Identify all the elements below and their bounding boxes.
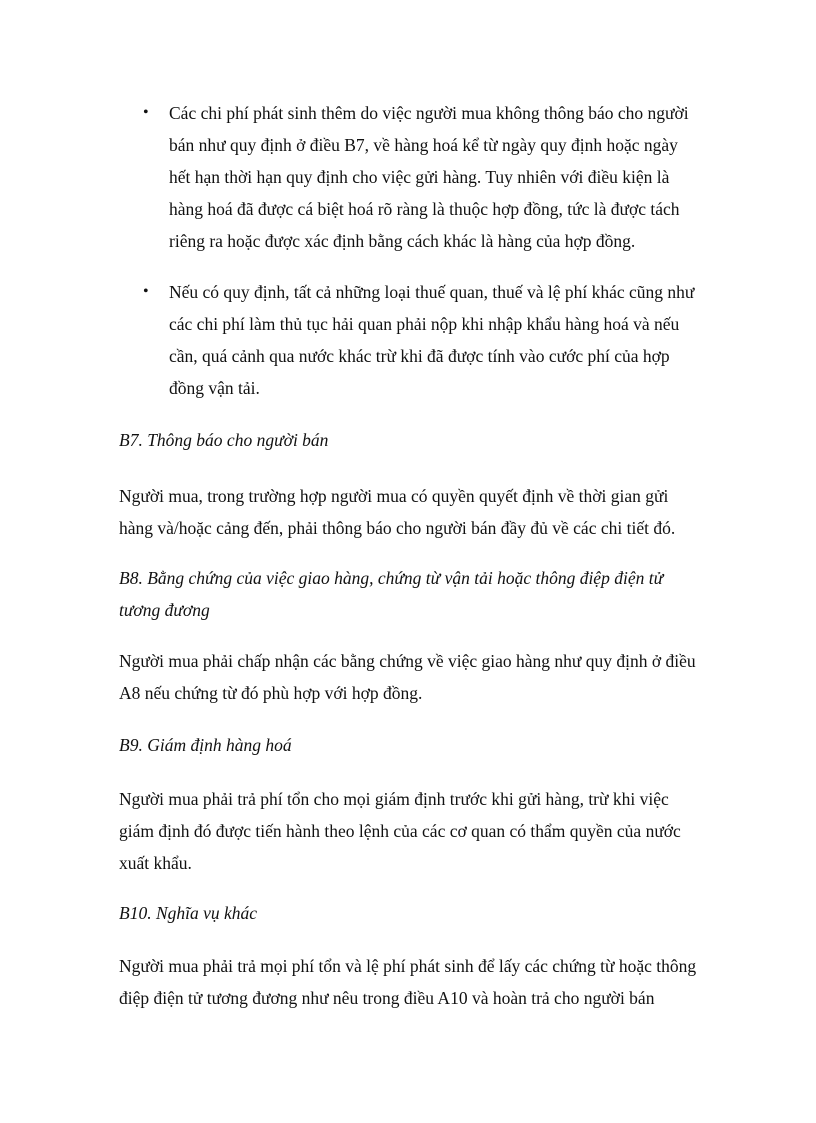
b10-line-2: điệp điện tử tương đương như nêu trong điều A10 và hoàn trả cho người bán [119,988,655,1008]
section-body-b9 [119,783,709,879]
bullet-1-line-1: Các chi phí phát sinh thêm do việc người mua không thông báo cho người [169,103,689,123]
b7-line-2: hàng và/hoặc cảng đến, phải thông báo cho người bán đầy đủ về các chi tiết đó. [119,518,676,538]
section-body-b7 [119,480,709,544]
b8-heading-line-1: B8. Bằng chứng của việc giao hàng, chứng từ vận tải hoặc thông điệp điện tử [119,568,664,588]
bullet-2-line-1: Nếu có quy định, tất cả những loại thuế quan, thuế và lệ phí khác cũng như [169,282,695,302]
section-heading-b8 [119,562,709,626]
bullet-icon: • [143,104,149,121]
b10-line-1: Người mua phải trả mọi phí tổn và lệ phí phát sinh để lấy các chứng từ hoặc thông [119,956,697,976]
b8-heading-line-2: tương đương [119,600,210,620]
bullet-2-line-3: cần, quá cảnh qua nước khác trừ khi đã được tính vào cước phí của hợp [169,346,670,366]
section-body-b10 [119,950,709,1014]
section-heading-b9: B9. Giám định hàng hoá [119,735,292,755]
bullet-2-line-2: các chi phí làm thủ tục hải quan phải nộp khi nhập khẩu hàng hoá và nếu [169,314,680,334]
b8-line-2: A8 nếu chứng từ đó phù hợp với hợp đồng. [119,683,423,703]
bullet-2-line-4: đồng vận tải. [169,378,260,398]
bullet-item-duties-taxes [143,276,709,404]
bullet-1-line-3: hết hạn thời hạn quy định cho việc gửi hàng. Tuy nhiên với điều kiện là [169,167,670,187]
section-heading-b7: B7. Thông báo cho người bán [119,430,329,450]
b7-line-1: Người mua, trong trường hợp người mua có quyền quyết định về thời gian gửi [119,486,669,506]
b9-line-1: Người mua phải trả phí tổn cho mọi giám định trước khi gửi hàng, trừ khi việc [119,789,669,809]
bullet-1-line-5: riêng ra hoặc được xác định bằng cách khác là hàng của hợp đồng. [169,231,636,251]
section-body-b8 [119,645,709,709]
bullet-1-line-4: hàng hoá đã được cá biệt hoá rõ ràng là thuộc hợp đồng, tức là được tách [169,199,680,219]
bullet-1-line-2: bán như quy định ở điều B7, về hàng hoá kể từ ngày quy định hoặc ngày [169,135,678,155]
b9-line-2: giám định đó được tiến hành theo lệnh của các cơ quan có thẩm quyền của nước [119,821,681,841]
b8-line-1: Người mua phải chấp nhận các bằng chứng về việc giao hàng như quy định ở điều [119,651,696,671]
section-heading-b10: B10. Nghĩa vụ khác [119,903,258,923]
bullet-icon: • [143,283,149,300]
bullet-item-additional-costs [143,97,709,257]
b9-line-3: xuất khẩu. [119,853,192,873]
